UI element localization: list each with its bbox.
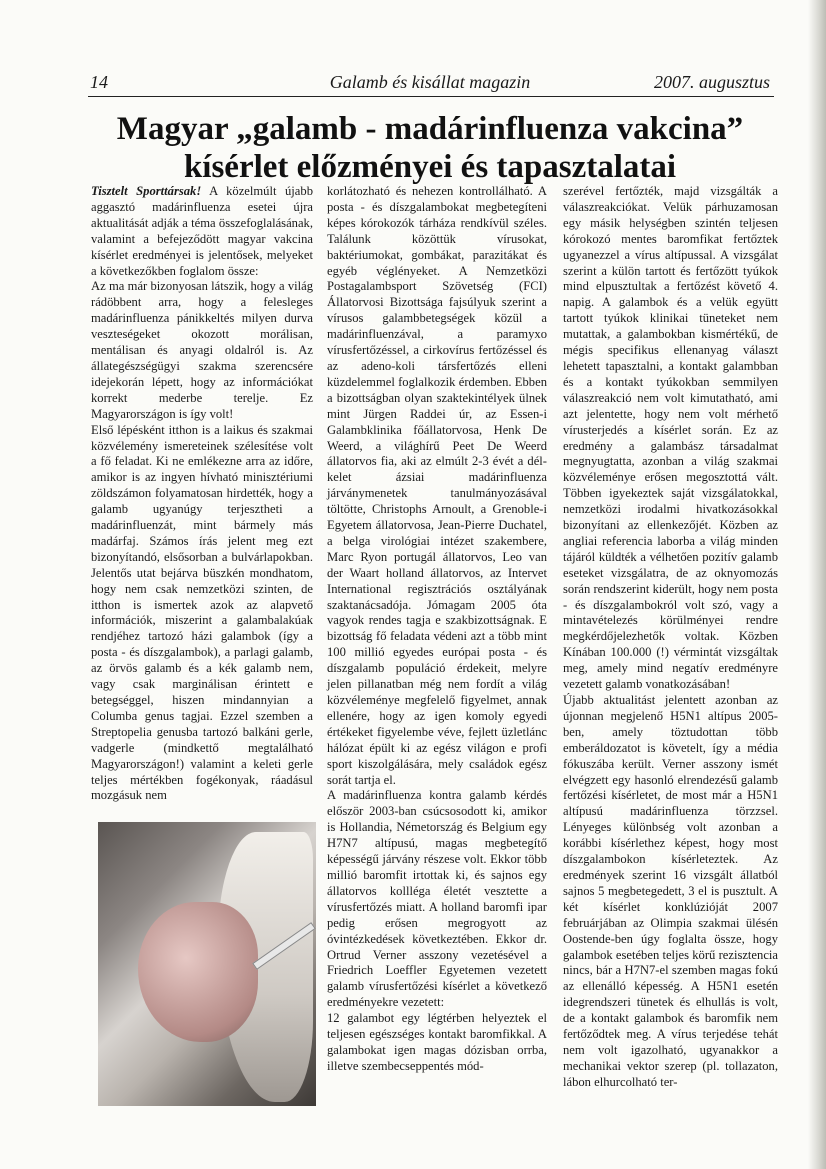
intro-paragraph [91, 184, 313, 279]
salutation: Tisztelt Sporttársak! [91, 184, 202, 198]
article-title [90, 110, 770, 186]
header-rule [88, 96, 774, 97]
title-line-2: kísérlet előzményei és tapasztalatai [183, 149, 677, 185]
paragraph: korlátozható és nehezen kontrollálható. A posta - és díszgalambokat megbetegíteni képes kórokozók tárháza rendkívül széles. Találunk közöttük vírusokat, baktériumokat, gombákat, parazitákat és egyéb véglényeket. A Nemzetközi Postagalambsport Szövetség (FCI) Állatorvosi Bizottsága fajsúlyuk szerint a vírusos galambbetegségek közül a madárinfluenzával, a paramyxo vírusfertőzéssel, a cirkovírus fertőzéssel és az adeno-koli társfertőzés elleni küzdelemmel foglalkozik érdemben. Ebben a bizottságban olyan szaktekintélyek ülnek mint Jürgen Raddei úr, az Essen-i Galambklinika főállatorvosa, Henk De Weerd, a világhírű Peet De Weerd állatorvos fia, aki az elmúlt 2-3 évét a dél-kelet ázsiai madárinfluenza járványmenetek tanulmányozásával töltötte, Christophs Arnoult, a Grenoble-i Egyetem állatorvosa, Jean-Pierre Duchatel, a belga virológiai intézet szakembere, Marc Ryon portugál állatorvos, Leo van der Waart holland állatorvos, az Intervet International regisztrációs osztályának szaktanácsadója. Jómagam 2005 óta vagyok rendes tagja e szakbizottságnak. E bizottság fő feladata védeni azt a több mint 100 millió egyedes európai posta - és díszgalamb populáció érdekeit, melyre jelen pillanatban még nem fordít a világ közvéleménye megfelelő figyelmet, annak ellenére, hogy az igen komoly egyedi értékeket figyelembe véve, fejlett üzletlánc hálózat épült ki az egész világon e profi sport kiszolgálására, mely családok egész sorát tartja el. [327, 184, 547, 787]
page-number: 14 [90, 72, 108, 92]
paragraph: Az ma már bizonyosan látszik, hogy a világ rádöbbent arra, hogy a felesleges madárinfluenza pánikkeltés milyen durva veszteségeket okozott morálisan, mentálisan és anyagi oldalról is. Az állategészségügyi szakma szerencsére idejekorán lépett, hogy az információkat korrekt mederbe terelje. Ez Magyarországon is így volt! [91, 279, 313, 421]
paragraph: Első lépésként itthon is a laikus és szakmai közvélemény ismereteinek szélesítése volt a fő feladat. Ki ne emlékezne arra az időre, amikor is az ingyen hívható minisztériumi zöldszámon folyamatosan hirdették, hogy a galamb ugyanúgy terjesztheti a madárinfluenzát, mint bármely más madárfaj. Számos írás jelent meg ezt bizonyítandó, elsősorban a bulvárlapokban. Jelentős utat bejárva büszkén mondhatom, hogy nem csak nemzetközi szinten, de itthon is ismertek azok az alapvető információk, miszerint a galambalakúak rendjéhez tartozó házi galambok (így a posta - és díszgalambok), a parlagi galamb, az örvös galamb és a kék galamb nem, vagy csak marginálisan érintett e betegséggel, hiszen mindannyian a Columba genus tagjai. Ezzel szemben a Streptopelia genusba tartozó balkáni gerle, vadgerle (mindkettő megtalálható Magyarországon!) valamint a keleti gerle teljes mértékben fogékonyak, ráadásul mozgásuk nem [91, 422, 313, 803]
paragraph: 12 galambot egy légtérben helyeztek el teljesen egészséges kontakt baromfikkal. A galambokat igen magas dózisban orrba, illetve szembecseppentés mód- [327, 1011, 547, 1073]
column-1 [91, 184, 313, 804]
intro-text: A közelmúlt újabb aggasztó madárinfluenza esetei újra aktualitását adják a téma összefoglalásának, valamint a befejeződött magyar vakcina kísérlet eredményei is jelentősek, melyeket a következőkben foglalom össze: [91, 184, 313, 278]
paragraph: A madárinfluenza kontra galamb kérdés először 2003-ban csúcsosodott ki, amikor is Hollandia, Németország és Belgium egy H7N7 altípusú, magas megbetegítő képességű járvány részese volt. Ekkor több millió baromfit irtottak ki, és sajnos egy állatorvos kollléga életét vesztette a vírusfertőzés miatt. A holland baromfi ipar pedig erősen megrogyott az óvintézkedések következtében. Ekkor dr. Ortrud Verner asszony vezetésével a Friedrich Loeffler Egyetemen vezetett galamb vírusfertőzési kísérlet a következő eredményekre vezetett: [327, 788, 547, 1010]
running-header [90, 72, 770, 94]
handler-hand [138, 902, 258, 1042]
column-2 [327, 184, 547, 1075]
column-3 [563, 184, 778, 1091]
magazine-name: Galamb és kisállat magazin [329, 72, 531, 92]
paragraph: szerével fertőzték, majd vizsgálták a válaszreakciókat. Velük párhuzamosan egy másik helységben szintén teljesen kórokozó mentes baromfikat fertőztek ugyanezzel a vírus altípussal. A vizsgálat szerint a külön tartott és fertőzött tyúkok mind elpusztultak a fertőzést követő 4. napig. A galambok és a velük együtt tartott tyúkok klinikai tüneteket nem mutattak, a galambokban kismértékű, de mégis specifikus ellenanyag választ lehetett tapasztalni, a kontakt galambban és a kontakt tyúkokban semmilyen válaszreakció nem volt kimutatható, ami azt jelentette, hogy nem volt mérhető vírusterjedés a kísérlet során. Ez az eredmény a galambász társadalmat megnyugtatta, azonban a világ szakmai közvéleménye erősen megosztottá vált. Többen igyekeztek saját vizsgálatokkal, nemzetközi irodalmi hivatkozásokkal bizonyítani az ellenkezőjét. Közben az angliai referencia laborba a világ minden tájáról küldték a vélhetően pozitív galamb eseteket vizsgálatra, de az oknyomozás során rendszerint kiderült, hogy nem posta - és díszgalambokról volt szó, vagy a mintavételezés körülményei rendre megkérdőjelezhetők voltak. Közben Kínában 100.000 (!) vérmintát vizsgáltak meg, amely mind negatív eredményre vezetett galamb vonatkozásában! [563, 184, 778, 692]
paragraph: Újabb aktualitást jelentett azonban az újonnan megjelenő H5N1 altípus 2005-ben, amely töztudottan több emberáldozatot is követelt, így a média fókuszába került. Verner asszony ismét elvégzett egy hasonló elrendezésű galamb fertőzési kísérletet, de most már a H5N1 altípusú madárinfluenza törzzsel. Lényeges különbség volt azonban a korábbi kísérlethez képest, hogy most díszgalambokon kísérleteztek. Az eredmények szerint 16 vizsgált állatból sajnos 5 megbetegedett, 3 el is pusztult. A két kísérlet konklúzióját 2007 februárjában az Olimpia szakmai ülésén Oostende-ben úgy foglalta össze, hogy galambok esetében teljes körű rezisztencia nincs, bár a H7N7-el szemben magas fokú az ellenálló képesség. A H5N1 esetén idegrendszeri tünetek és elhullás is volt, de a kontakt galambok és baromfik nem fertőződtek meg. A vírus terjedése tehát nem volt igazolható, ugyanakkor a mechanikai vektor szerep (pl. tollazaton, lábon elhurcolható ter- [563, 693, 778, 1089]
title-line-1: Magyar „galamb - madárinfluenza vakcina” [116, 111, 744, 147]
page-edge-shadow [808, 0, 826, 1169]
issue-date: 2007. augusztus [653, 72, 770, 92]
pigeon-vaccination-photo [98, 822, 316, 1106]
